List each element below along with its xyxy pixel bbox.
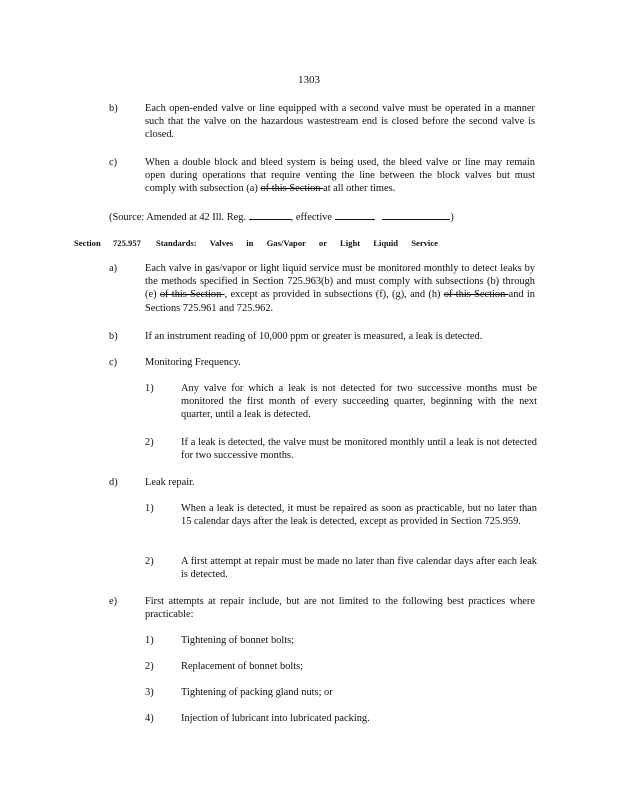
item-label: 4) bbox=[145, 713, 154, 724]
item-label: e) bbox=[109, 596, 118, 607]
paragraph: When a double block and bleed system is being used, the bleed valve or line may remain open during operations that require venting the line between the block valves but must comply with subsection (a) of this Section at all other times. bbox=[145, 157, 535, 195]
paragraph: Tightening of packing gland nuts; or bbox=[181, 687, 333, 698]
paragraph: Replacement of bonnet bolts; bbox=[181, 661, 304, 672]
item-label: b) bbox=[109, 103, 118, 114]
paragraph: Leak repair. bbox=[145, 477, 195, 488]
struck-text: of this Section bbox=[443, 289, 509, 301]
paragraph: A first attempt at repair must be made no later than five calendar days after each leak is detected. bbox=[181, 556, 537, 581]
paragraph: Monitoring Frequency. bbox=[145, 357, 241, 368]
paragraph: If an instrument reading of 10,000 ppm or greater is measured, a leak is detected. bbox=[145, 331, 483, 342]
struck-text: of this Section bbox=[260, 183, 324, 195]
paragraph: Any valve for which a leak is not detected for two successive months must be monitored the first month of every succeeding quarter, beginning with the next quarter, until a leak is detected. bbox=[181, 383, 537, 421]
paragraph: When a leak is detected, it must be repaired as soon as practicable, but no later than 15 calendar days after the leak is detected, except as provided in Section 725.959. bbox=[181, 503, 537, 528]
source-note: (Source: Amended at 42 Ill. Reg. , effective ) bbox=[109, 212, 454, 223]
item-label: c) bbox=[109, 357, 118, 368]
item-label: 2) bbox=[145, 661, 154, 672]
blank-line bbox=[382, 210, 450, 220]
item-label: 2) bbox=[145, 556, 154, 567]
section-heading: Section 725.957 Standards: Valves in Gas/Vapor or Light Liquid Service bbox=[74, 238, 438, 248]
paragraph: If a leak is detected, the valve must be monitored monthly until a leak is not detected for two successive months. bbox=[181, 437, 537, 462]
item-label: 1) bbox=[145, 635, 154, 646]
blank-line bbox=[249, 210, 291, 220]
paragraph: Each open-ended valve or line equipped with a second valve must be operated in a manner such that the valve on the hazardous wastestream end is closed before the second valve is closed. bbox=[145, 103, 535, 141]
paragraph: First attempts at repair include, but are not limited to the following best practices where practicable: bbox=[145, 596, 535, 621]
blank-line bbox=[335, 210, 375, 220]
item-label: 1) bbox=[145, 503, 154, 514]
item-label: b) bbox=[109, 331, 118, 342]
item-label: a) bbox=[109, 263, 118, 274]
item-label: 2) bbox=[145, 437, 154, 448]
paragraph: Injection of lubricant into lubricated packing. bbox=[181, 713, 370, 724]
struck-text: of this Section bbox=[159, 289, 225, 301]
item-label: d) bbox=[109, 477, 118, 488]
paragraph: Tightening of bonnet bolts; bbox=[181, 635, 295, 646]
paragraph: Each valve in gas/vapor or light liquid service must be monitored monthly to detect leaks by the methods specified in Section 725.963(b) and must comply with subsections (b) through (e) of this Section , except as provided in subsections (f), (g), and (h) of this Section and in Sections 725.961 and 725.962. bbox=[145, 263, 535, 314]
item-label: 3) bbox=[145, 687, 154, 698]
page-number: 1303 bbox=[298, 74, 320, 86]
item-label: c) bbox=[109, 157, 118, 168]
item-label: 1) bbox=[145, 383, 154, 394]
